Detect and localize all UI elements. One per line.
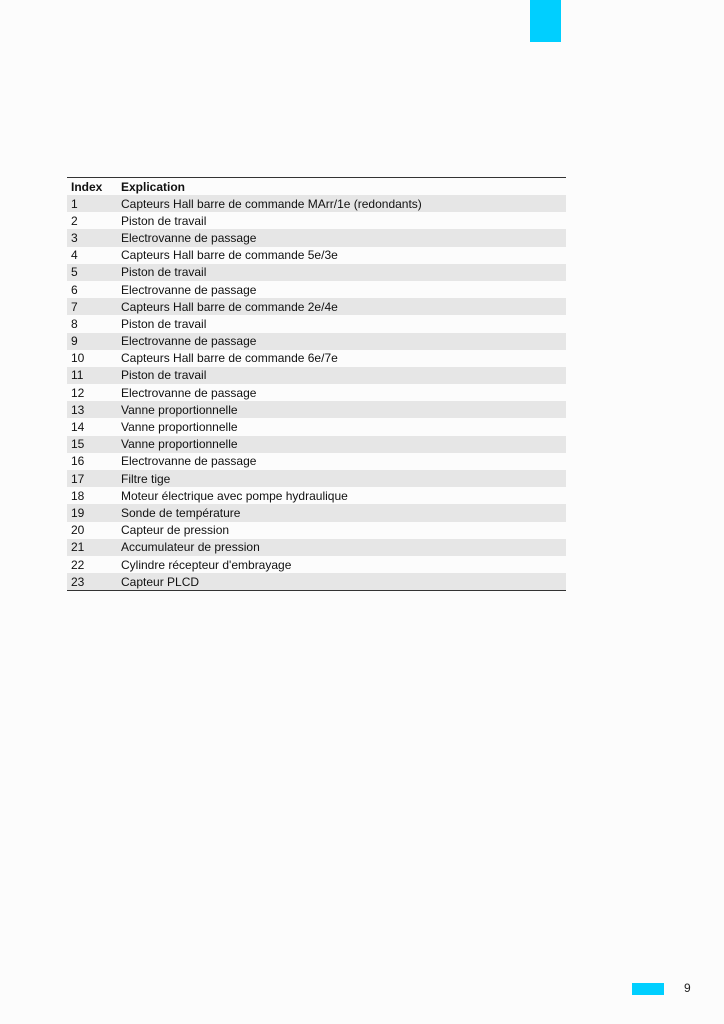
row-explication-cell: Electrovanne de passage [117, 453, 566, 470]
row-index-cell: 23 [67, 573, 117, 591]
row-explication-cell: Sonde de température [117, 504, 566, 521]
row-index-cell: 8 [67, 315, 117, 332]
table-row [67, 401, 566, 418]
row-explication-cell: Capteurs Hall barre de commande 5e/3e [117, 247, 566, 264]
row-explication-cell: Electrovanne de passage [117, 281, 566, 298]
page-number: 9 [684, 981, 691, 995]
top-accent-tab [530, 0, 561, 42]
row-index-cell: 12 [67, 384, 117, 401]
row-index-cell: 13 [67, 401, 117, 418]
row-explication-cell: Cylindre récepteur d'embrayage [117, 556, 566, 573]
table-row [67, 539, 566, 556]
row-explication-cell: Piston de travail [117, 264, 566, 281]
row-explication-cell: Capteurs Hall barre de commande 2e/4e [117, 298, 566, 315]
table-row [67, 350, 566, 367]
row-explication-cell: Capteur PLCD [117, 573, 566, 591]
row-explication-cell: Capteur de pression [117, 522, 566, 539]
row-index-cell: 18 [67, 487, 117, 504]
table-row [67, 453, 566, 470]
row-index-cell: 20 [67, 522, 117, 539]
table-row [67, 247, 566, 264]
column-header-index: Index [71, 179, 103, 194]
row-explication-cell: Capteurs Hall barre de commande 6e/7e [117, 350, 566, 367]
row-index-cell: 6 [67, 281, 117, 298]
row-explication-cell: Filtre tige [117, 470, 566, 487]
row-index-cell: 21 [67, 539, 117, 556]
table-row [67, 298, 566, 315]
row-index-cell: 14 [67, 418, 117, 435]
row-explication-cell: Moteur électrique avec pompe hydraulique [117, 487, 566, 504]
row-explication-cell: Vanne proportionnelle [117, 436, 566, 453]
row-index-cell: 7 [67, 298, 117, 315]
table-row [67, 367, 566, 384]
table-row [67, 470, 566, 487]
footer-accent-bar [632, 983, 664, 995]
table-row [67, 229, 566, 246]
table-row [67, 281, 566, 298]
row-index-cell: 3 [67, 229, 117, 246]
row-explication-cell: Vanne proportionnelle [117, 418, 566, 435]
table-row [67, 212, 566, 229]
table-row [67, 522, 566, 539]
row-explication-cell: Electrovanne de passage [117, 333, 566, 350]
row-index-cell: 16 [67, 453, 117, 470]
row-explication-cell: Electrovanne de passage [117, 229, 566, 246]
row-index-cell: 10 [67, 350, 117, 367]
table-row [67, 315, 566, 332]
row-explication-cell: Electrovanne de passage [117, 384, 566, 401]
table-row [67, 487, 566, 504]
table-row [67, 556, 566, 573]
row-index-cell: 4 [67, 247, 117, 264]
row-explication-cell: Piston de travail [117, 315, 566, 332]
row-explication-cell: Accumulateur de pression [117, 539, 566, 556]
table-body [67, 195, 566, 591]
row-explication-cell: Piston de travail [117, 367, 566, 384]
row-index-cell: 2 [67, 212, 117, 229]
row-index-cell: 19 [67, 504, 117, 521]
row-explication-cell: Capteurs Hall barre de commande MArr/1e (redondants) [117, 195, 566, 212]
column-header-explication: Explication [121, 179, 186, 194]
table-row [67, 195, 566, 212]
table-row [67, 436, 566, 453]
row-explication-cell: Piston de travail [117, 212, 566, 229]
row-index-cell: 15 [67, 436, 117, 453]
table-header-row [67, 178, 566, 196]
row-index-cell: 5 [67, 264, 117, 281]
row-index-cell: 9 [67, 333, 117, 350]
row-index-cell: 17 [67, 470, 117, 487]
table-row [67, 333, 566, 350]
table-row [67, 573, 566, 591]
row-index-cell: 1 [67, 195, 117, 212]
table-row [67, 504, 566, 521]
row-explication-cell: Vanne proportionnelle [117, 401, 566, 418]
row-index-cell: 22 [67, 556, 117, 573]
table-row [67, 384, 566, 401]
row-index-cell: 11 [67, 367, 117, 384]
table-row [67, 418, 566, 435]
index-table [67, 177, 566, 591]
table-row [67, 264, 566, 281]
